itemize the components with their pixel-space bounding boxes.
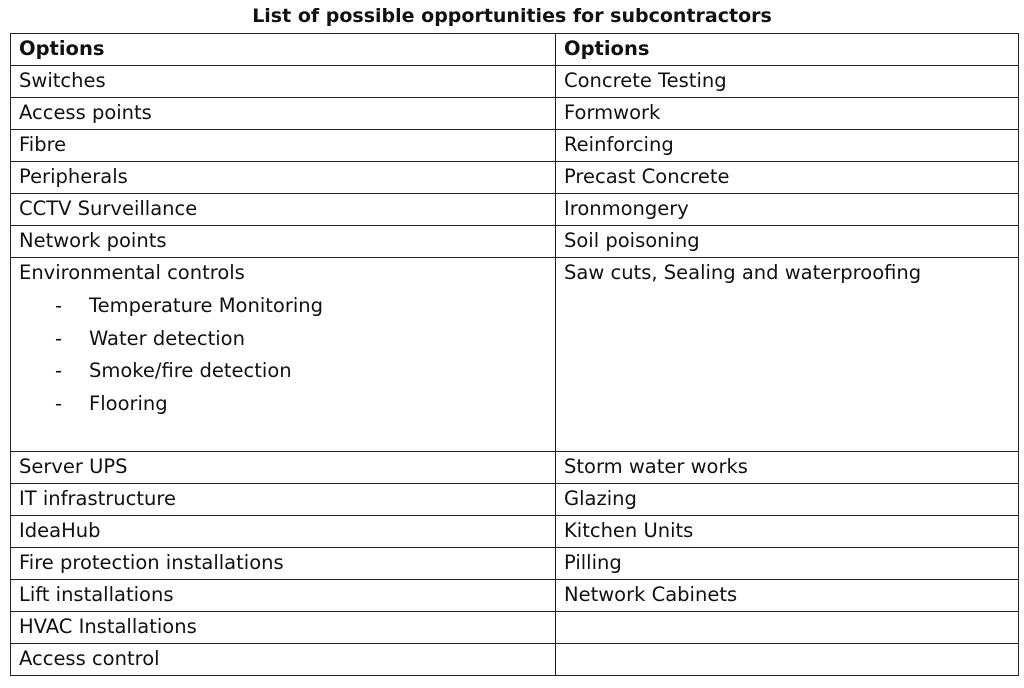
table-row xyxy=(11,226,1019,258)
list-item xyxy=(55,355,547,388)
table-row xyxy=(11,516,1019,548)
list-item-label: Flooring xyxy=(89,391,168,415)
list-item-label: Water detection xyxy=(89,326,245,350)
table-cell: Saw cuts, Sealing and waterproofing xyxy=(556,258,1019,452)
table-header-row xyxy=(11,34,1019,66)
dash-marker: - xyxy=(55,391,63,415)
environmental-label: Environmental controls xyxy=(19,261,245,284)
dash-marker: - xyxy=(55,294,63,317)
table-cell: Soil poisoning xyxy=(556,226,1019,258)
table-cell: Storm water works xyxy=(556,452,1019,484)
table-row xyxy=(11,548,1019,580)
table-cell: IT infrastructure xyxy=(11,484,556,516)
environmental-sub-list xyxy=(19,290,547,420)
table-row xyxy=(11,66,1019,98)
table-cell: Pilling xyxy=(556,548,1019,580)
table-cell: Ironmongery xyxy=(556,194,1019,226)
table-row xyxy=(11,194,1019,226)
table-cell: IdeaHub xyxy=(11,516,556,548)
table-row xyxy=(11,644,1019,676)
table-cell: Lift installations xyxy=(11,580,556,612)
list-item-label: Temperature Monitoring xyxy=(89,294,323,317)
table-cell: Access points xyxy=(11,98,556,130)
page-title: List of possible opportunities for subcontractors xyxy=(252,5,772,27)
table-row-environmental xyxy=(11,258,1019,452)
table-cell: Precast Concrete xyxy=(556,162,1019,194)
table-row xyxy=(11,162,1019,194)
table-cell: Reinforcing xyxy=(556,130,1019,162)
table-cell xyxy=(556,644,1019,676)
environmental-cell xyxy=(11,258,556,452)
table-cell: Switches xyxy=(11,66,556,98)
table-cell: Network points xyxy=(11,226,556,258)
table-row xyxy=(11,580,1019,612)
table-row xyxy=(11,98,1019,130)
table-row xyxy=(11,612,1019,644)
table-cell: Fibre xyxy=(11,130,556,162)
dash-marker: - xyxy=(55,326,63,350)
table-cell: Peripherals xyxy=(11,162,556,194)
list-item-label: Smoke/fire detection xyxy=(89,359,292,382)
table-cell: Network Cabinets xyxy=(556,580,1019,612)
table-cell: Server UPS xyxy=(11,452,556,484)
table-cell: Glazing xyxy=(556,484,1019,516)
options-table xyxy=(10,33,1019,676)
table-cell: CCTV Surveillance xyxy=(11,194,556,226)
table-cell: Concrete Testing xyxy=(556,66,1019,98)
table-row xyxy=(11,452,1019,484)
table-cell: HVAC Installations xyxy=(11,612,556,644)
table-cell: Formwork xyxy=(556,98,1019,130)
table-cell: Access control xyxy=(11,644,556,676)
table-cell xyxy=(556,612,1019,644)
list-item xyxy=(55,388,547,421)
table-cell: Fire protection installations xyxy=(11,548,556,580)
list-item xyxy=(55,323,547,356)
table-row xyxy=(11,130,1019,162)
table-row xyxy=(11,484,1019,516)
table-cell: Kitchen Units xyxy=(556,516,1019,548)
list-item xyxy=(55,290,547,323)
dash-marker: - xyxy=(55,359,63,382)
header-cell-left: Options xyxy=(11,34,556,66)
header-cell-right: Options xyxy=(556,34,1019,66)
